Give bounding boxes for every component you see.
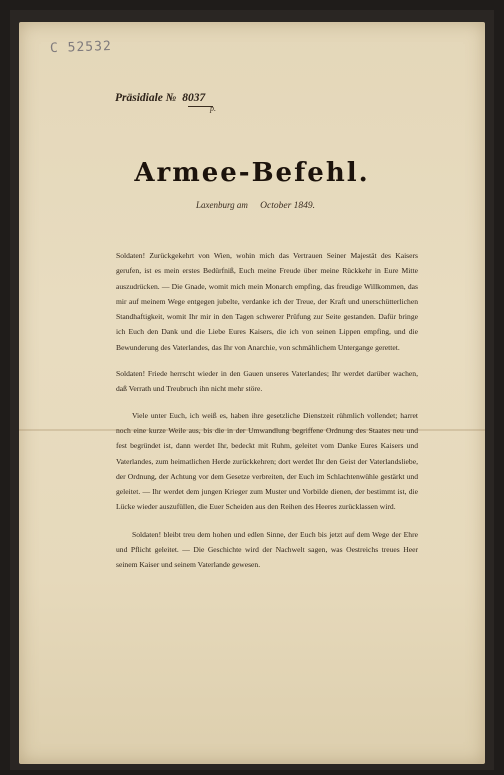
reference-number: 8037 [182,92,206,104]
reference-label: Präsidiale № [115,92,177,104]
dateline [196,200,315,211]
dateline-place: Laxenburg am [196,200,248,210]
reference-line [115,92,205,104]
reference-sub: p. [210,104,216,113]
archive-mark: C 52532 [49,38,113,57]
paragraph-1: Soldaten! Zurückgekehrt von Wien, wohin mich das Vertrauen Seiner Majestät des Kaisers gerufen, ist es mein erstes Bedürfniß, Euch meine Freude über meine Rückkehr in Eure Mitte auszudrücken. — Die Gnade, womit mich mein Monarch empfing, das freudige Willkommen, das mir auf meinem Wege entgegen jubelte, verdanke ich der Treue, der Kraft und unerschütterlichen Standhaftigkeit, womit Ihr mir in den Tagen schwerer Prüfung zur Seite gestanden. Dafür bringe ich Euch den Dank und die Liebe Eures Kaisers, die ich von seinen Lippen empfing, und die Bewunderung des Vaterlandes, das Ihr von Anarchie, von schmählichem Untergange gerettet. [116,251,418,352]
body-text [116,248,418,584]
paragraph-3: Viele unter Euch, ich weiß es, haben ihre gesetzliche Dienstzeit rühmlich vollendet; harret noch eine kurze Weile aus, bis die in der Umwandlung begriffene Ordnung des Staates neu und fest begründet ist, dann werdet Ihr, bedeckt mit Ruhm, geleitet vom Danke Eures Kaisers und Vaterlandes, zum heimatlichen Herde zurückkehren; dort werdet Ihr den Geist der Vaterlandsliebe, der Ordnung, der Achtung vor dem Gesetze verbreiten, der Euch im Schlachtenwühle gestärkt und geleitet. — Ihr werdet dem jungen Krieger zum Muster und Vorbilde dienen, der bestimmt ist, die Lücke wieder auszufüllen, die Euer Scheiden aus den Reihen des Heeres zurücklassen wird. [116,410,418,512]
paragraph-2: Soldaten! Friede herrscht wieder in den Gauen unseres Vaterlandes; Ihr werdet darüber wachen, daß Verrath und Treubruch ihn nicht mehr störe. [116,369,418,394]
dateline-date: October 1849. [260,201,316,211]
page-title: Armee-Befehl. [134,158,370,188]
paragraph-4: Soldaten! bleibt treu dem hohen und edlen Sinne, der Euch bis jetzt auf dem Wege der Ehre und Pflicht geleitet. — Die Geschichte wird der Nachwelt sagen, was Oestreichs treues Heer seinem Kaiser und seinem Vaterlande gewesen. [116,529,418,570]
